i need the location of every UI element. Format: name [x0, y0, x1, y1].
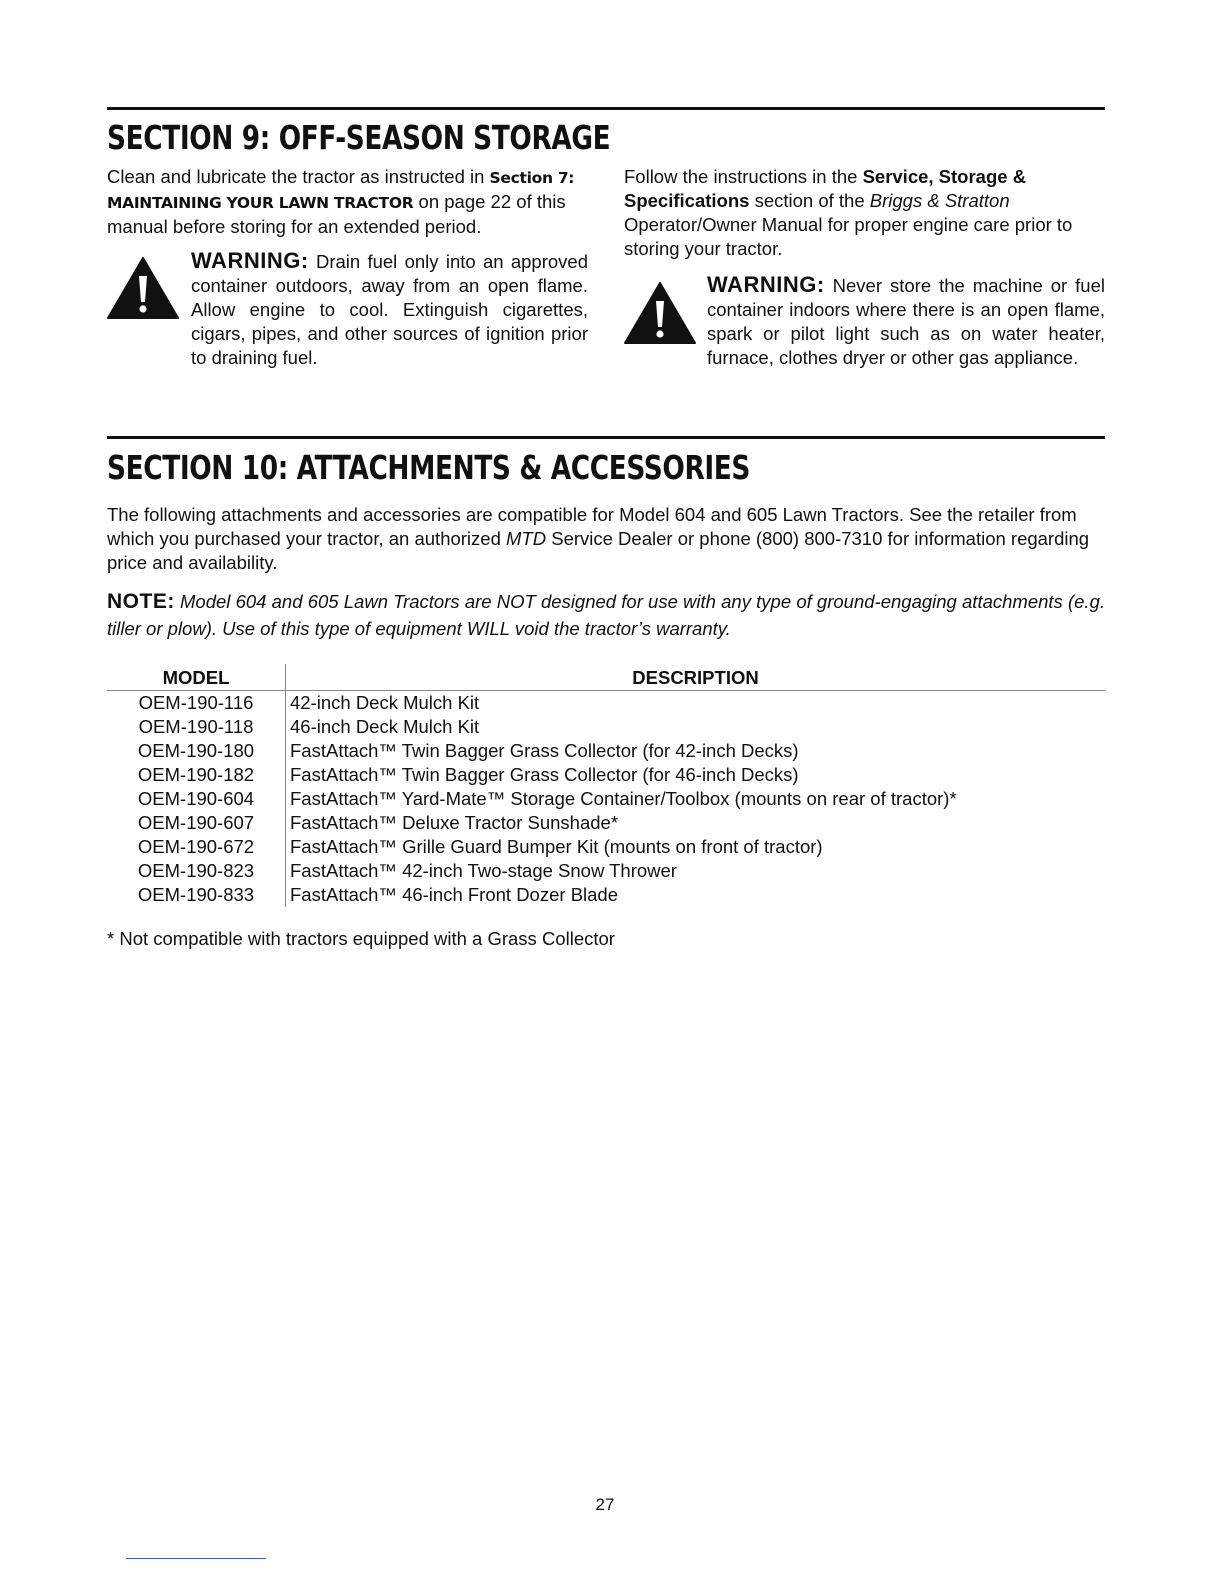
section-9-warning: WARNING: Drain fuel only into an approved container outdoors, away from an open flame. Allow engine to cool. Extinguish cigarettes, cigars, pipes, and other sources of ignition prior to draining fuel.: [191, 248, 588, 368]
model-column-header: MODEL: [162, 667, 230, 688]
section-reference: Section 7:: [489, 169, 575, 187]
description-cell: FastAttach™ Yard-Mate™ Storage Container/Toolbox (mounts on rear of tractor)*: [285, 787, 1105, 811]
accessories-table: [107, 664, 1105, 907]
description-cell: 46-inch Deck Mulch Kit: [285, 715, 1105, 739]
model-cell: OEM-190-823: [137, 860, 255, 881]
page-number: 27: [595, 1495, 615, 1514]
description-column-header: DESCRIPTION: [285, 664, 1105, 690]
table-row: [107, 715, 1105, 739]
table-row: [107, 883, 1105, 907]
section-9-left-paragraph: Clean and lubricate the tractor as instructed in Section 7: MAINTAINING YOUR LAWN TRACTOR on page 22 of this manual before storing for an extended period.: [107, 166, 575, 237]
description-cell: 42-inch Deck Mulch Kit: [285, 691, 1105, 715]
warning-triangle-icon: [623, 281, 697, 345]
section-9-right-warning: WARNING: Never store the machine or fuel container indoors where there is an open flame, spark or pilot light such as on water heater, furnace, clothes dryer or other gas appliance.: [707, 272, 1105, 368]
table-row: [107, 787, 1105, 811]
section-9-right-paragraph: Follow the instructions in the Service, Storage & Specifications section of the Briggs & Stratton Operator/Owner Manual for proper engine care prior to storing your tractor.: [624, 166, 1073, 259]
section-10-rule: [107, 436, 1105, 439]
section-9-rule: [107, 107, 1105, 110]
warning-label: WARNING:: [191, 248, 309, 273]
description-cell: FastAttach™ Grille Guard Bumper Kit (mounts on front of tractor): [285, 835, 1105, 859]
description-cell: FastAttach™ 46-inch Front Dozer Blade: [285, 883, 1105, 907]
model-cell: OEM-190-604: [137, 788, 255, 809]
description-cell: FastAttach™ 42-inch Two-stage Snow Thrower: [285, 859, 1105, 883]
model-cell: OEM-190-672: [137, 836, 255, 857]
table-row: [107, 835, 1105, 859]
table-header: [107, 664, 1105, 691]
warning-triangle-icon: [106, 256, 180, 320]
section-reference-title: MAINTAINING YOUR LAWN TRACTOR: [107, 194, 414, 212]
table-row: [107, 859, 1105, 883]
table-row: [107, 763, 1105, 787]
description-cell: FastAttach™ Deluxe Tractor Sunshade*: [285, 811, 1105, 835]
model-cell: OEM-190-607: [137, 812, 255, 833]
footer-link-underline: [126, 1558, 266, 1559]
table-footnote: * Not compatible with tractors equipped with a Grass Collector: [107, 928, 615, 949]
section-9-title: SECTION 9: OFF-SEASON STORAGE: [107, 118, 611, 157]
model-cell: OEM-190-118: [138, 716, 254, 737]
table-row: [107, 811, 1105, 835]
model-cell: OEM-190-180: [137, 740, 255, 761]
table-row: [107, 739, 1105, 763]
table-row: [107, 691, 1105, 715]
model-cell: OEM-190-833: [137, 884, 255, 905]
section-10-intro: The following attachments and accessories are compatible for Model 604 and 605 Lawn Tractors. See the retailer from which you purchased your tractor, an authorized MTD Service Dealer or phone (800) 800-7310 for information regarding price and availability.: [107, 504, 1090, 573]
warning-label: WARNING:: [707, 272, 825, 297]
description-cell: FastAttach™ Twin Bagger Grass Collector (for 46-inch Decks): [285, 763, 1105, 787]
section-10-note: NOTE: Model 604 and 605 Lawn Tractors are NOT designed for use with any type of ground-engaging attachments (e.g. tiller or plow). Use of this type of equipment WILL void the tractor’s warranty.: [107, 590, 1105, 639]
model-cell: OEM-190-182: [137, 764, 255, 785]
model-cell: OEM-190-116: [138, 692, 254, 713]
description-cell: FastAttach™ Twin Bagger Grass Collector (for 42-inch Decks): [285, 739, 1105, 763]
section-10-title: SECTION 10: ATTACHMENTS & ACCESSORIES: [107, 448, 751, 487]
note-label: NOTE:: [107, 590, 175, 613]
